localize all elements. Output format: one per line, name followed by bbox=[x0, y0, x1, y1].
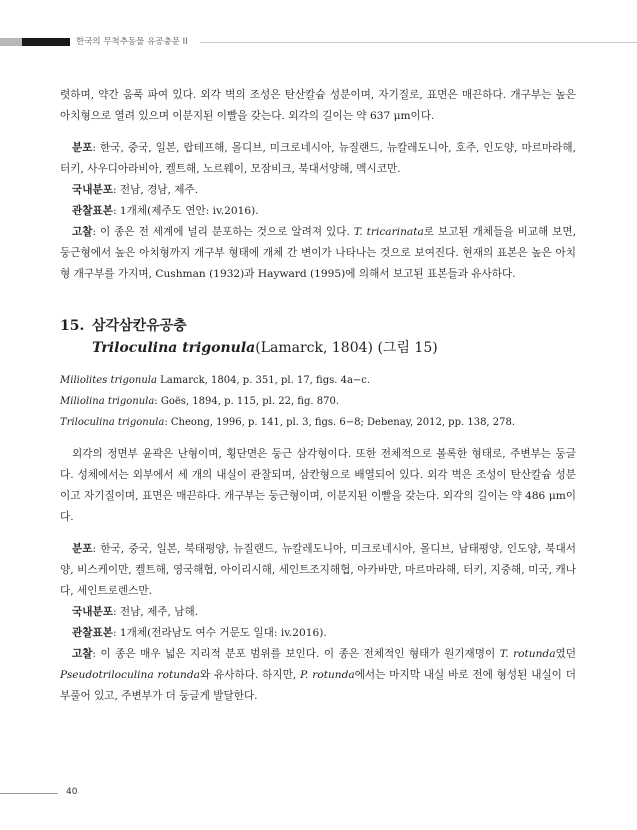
species-remarks: 고찰: 이 종은 매우 넓은 지리적 분포 범위를 보인다. 이 종은 전체적인 형태가 원기재명이 T. rotunda였던 Pseudotriloculina rotunda와 유사하다. 하지만, P. rotunda에서는 마지막 내실 바로 전에 형성된 내실이 더 부풀어 있고, 주변부가 더 둥글게 발달한다. bbox=[60, 648, 576, 702]
prev-remarks: 고찰: 이 종은 전 세계에 널리 분포하는 것으로 알려져 있다. T. tricarinata로 보고된 개체들을 비교해 보면, 둥근형에서 높은 아치형까지 개구부 형태에 개체 간 변이가 나타나는 것으로 보여진다. 현재의 표본은 높은 아치형 개구부를 가지며, Cushman (1932)과 Hayward (1995)에 의해서 보고된 표본들과 유사하다. bbox=[60, 226, 576, 280]
distribution-label: 분포 bbox=[72, 142, 93, 154]
prev-specimen: 관찰표본: 1개체(제주도 연안: iv.2016). bbox=[72, 205, 259, 217]
korean-distribution-label: 국내분포 bbox=[72, 606, 113, 618]
distribution-label: 분포 bbox=[72, 543, 93, 555]
species-number: 15. bbox=[60, 318, 85, 334]
synonym-entry: Miliolites trigonula Lamarck, 1804, p. 351, pl. 17, figs. 4a−c. bbox=[60, 375, 371, 386]
page-number: 40 bbox=[66, 787, 78, 797]
specimen-label: 관찰표본 bbox=[72, 205, 113, 217]
specimen-label: 관찰표본 bbox=[72, 627, 113, 639]
species-specimen: 관찰표본: 1개체(전라남도 여수 거문도 일대: iv.2016). bbox=[72, 627, 327, 639]
header-bar-black bbox=[22, 38, 70, 46]
header-rule bbox=[200, 42, 637, 43]
species-scientific-name: Triloculina trigonula bbox=[92, 340, 256, 356]
header-bar-gray bbox=[0, 38, 22, 46]
prev-distribution: 분포: 한국, 중국, 일본, 랍테프해, 몰디브, 미크로네시아, 뉴질랜드, 뉴칼레도니아, 호주, 인도양, 마르마라해, 터키, 사우디아라비아, 켈트해, 노르웨이, 모잠비크, 북대서양해, 멕시코만. bbox=[60, 142, 576, 175]
korean-distribution-label: 국내분포 bbox=[72, 184, 113, 196]
footer-rule bbox=[0, 793, 58, 794]
species-authority: (Lamarck, 1804) bbox=[255, 340, 373, 356]
page-body bbox=[60, 85, 576, 707]
species-heading bbox=[60, 315, 576, 337]
prev-korean-distribution: 국내분포: 전남, 경남, 제주. bbox=[72, 184, 199, 196]
species-korean-distribution: 국내분포: 전남, 제주, 남해. bbox=[72, 606, 199, 618]
synonym-entry: Miliolina trigonula: Goës, 1894, p. 115, pl. 22, fig. 870. bbox=[60, 396, 340, 407]
remarks-label: 고찰 bbox=[72, 648, 93, 660]
species-description: 외각의 정면부 윤곽은 난형이며, 횡단면은 둥근 삼각형이다. 또한 전체적으로 볼록한 형태로, 주변부는 둥글다. 성체에서는 외부에서 세 개의 내실이 관찰되며, 삼칸형으로 배열되어 있다. 외각 벽은 조성이 탄산칼슘 성분이고 자기질이며, 표면은 매끈하다. 개구부는 둥근형이며, 이분지된 이빨을 갖는다. 외각의 길이는 약 486 μm이다. bbox=[60, 448, 576, 523]
species-distribution: 분포: 한국, 중국, 일본, 북태평양, 뉴질랜드, 뉴칼레도니아, 미크로네시아, 몰디브, 남태평양, 인도양, 북대서양, 비스케이만, 켈트해, 영국해협, 아이리시해, 세인트조지해협, 아카바만, 마르마라해, 터키, 지중해, 미국, 캐나다, 세인트로렌스만. bbox=[60, 543, 576, 597]
synonym-entry: Triloculina trigonula: Cheong, 1996, p. 141, pl. 3, figs. 6−8; Debenay, 2012, pp. 138, 278. bbox=[60, 417, 516, 428]
running-title: 한국의 무척추동물 유공충문 II bbox=[76, 37, 188, 47]
species-korean-name: 삼각삼칸유공충 bbox=[92, 318, 187, 334]
prev-description: 렷하며, 약간 움푹 파여 있다. 외각 벽의 조성은 탄산칼슘 성분이며, 자기질로, 표면은 매끈하다. 개구부는 높은 아치형으로 열려 있으며 이분지된 이빨을 갖는다. 외각의 길이는 약 637 μm이다. bbox=[60, 89, 576, 122]
species-scientific-line bbox=[60, 337, 576, 359]
synonymy-list bbox=[60, 370, 576, 433]
remarks-label: 고찰 bbox=[72, 226, 93, 238]
figure-reference: (그림 15) bbox=[377, 340, 438, 356]
